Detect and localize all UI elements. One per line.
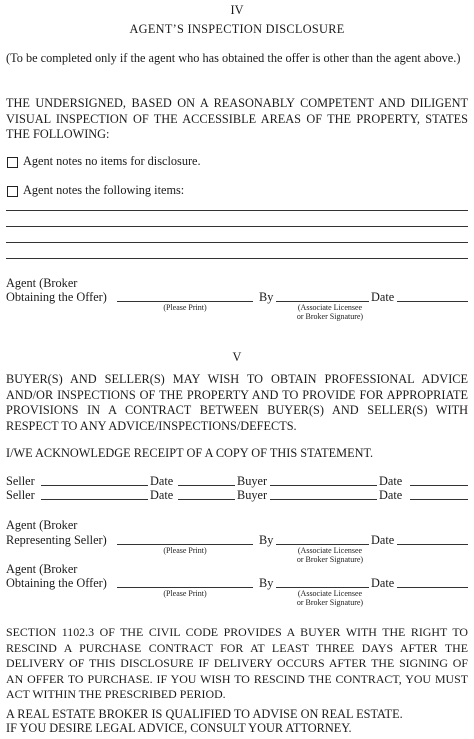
agent-label-line2: Obtaining the Offer) (6, 290, 107, 304)
agent-disclosure-note: (To be completed only if the agent who has obtained the offer is other than the agent above.) (6, 51, 461, 65)
obt-by-label: By (259, 576, 274, 590)
seller-date-2[interactable] (178, 499, 235, 500)
no-items-checkbox[interactable] (7, 157, 18, 168)
section-iv-title: AGENT’S INSPECTION DISCLOSURE (129, 22, 345, 36)
rep-please-print-hint: (Please Print) (163, 546, 207, 555)
obt-associate-licensee-hint: (Associate Licensee or Broker Signature) (296, 589, 364, 607)
following-items-label: Agent notes the following items: (23, 183, 185, 197)
seller-date-label-1: Date (150, 474, 174, 488)
items-line-4[interactable] (6, 258, 468, 259)
by-label: By (259, 290, 274, 304)
buyer-label-2: Buyer (237, 488, 268, 502)
no-items-label: Agent notes no items for disclosure. (23, 154, 201, 168)
agent-label-line1: Agent (Broker (6, 276, 78, 290)
buyer-date-1[interactable] (410, 485, 468, 486)
agent-name-field[interactable] (117, 301, 253, 302)
obt-date-field[interactable] (397, 587, 468, 588)
obt-agent-label-line2: Obtaining the Offer) (6, 576, 107, 590)
seller-label-2: Seller (6, 488, 35, 502)
please-print-hint: (Please Print) (163, 303, 207, 312)
date-field[interactable] (397, 301, 468, 302)
rep-by-label: By (259, 533, 274, 547)
buyer-date-label-2: Date (379, 488, 403, 502)
seller-label-1: Seller (6, 474, 35, 488)
associate-licensee-hint: (Associate Licensee or Broker Signature) (296, 303, 364, 321)
legal-advice-note: IF YOU DESIRE LEGAL ADVICE, CONSULT YOUR ATTORNEY. (6, 721, 352, 735)
professional-advice-notice: BUYER(S) AND SELLER(S) MAY WISH TO OBTAIN PROFESSIONAL ADVICE AND/OR INSPECTIONS OF THE PROPERTY AND TO PROVIDE FOR APPROPRIATE PROVISIONS IN A CONTRACT BETWEEN BUYER(S) AND SELLER(S) WITH RESPECT TO ANY ADVICE/INSPECTIONS/DEFECTS. (6, 372, 468, 433)
rep-agent-label-line1: Agent (Broker (6, 518, 78, 532)
obt-agent-signature-field[interactable] (276, 587, 369, 588)
rescission-notice: SECTION 1102.3 OF THE CIVIL CODE PROVIDES A BUYER WITH THE RIGHT TO RESCIND A PURCHASE CONTRACT FOR AT LEAST THREE DAYS AFTER THE DELIVERY OF THIS DISCLOSURE IF DELIVERY OCCURS AFTER THE SIGNING OF AN OFFER TO PURCHASE. IF YOU WISH TO RESCIND THE CONTRACT, YOU MUST ACT WITHIN THE PRESCRIBED PERIOD. (6, 625, 468, 701)
items-line-2[interactable] (6, 226, 468, 227)
items-line-3[interactable] (6, 242, 468, 243)
obt-please-print-hint: (Please Print) (163, 589, 207, 598)
rep-date-label: Date (371, 533, 395, 547)
rep-date-field[interactable] (397, 544, 468, 545)
section-v-number: V (232, 350, 242, 364)
buyer-signature-1[interactable] (270, 485, 377, 486)
seller-date-label-2: Date (150, 488, 174, 502)
broker-qualified-note: A REAL ESTATE BROKER IS QUALIFIED TO ADVISE ON REAL ESTATE. (6, 707, 403, 721)
inspection-statement: THE UNDERSIGNED, BASED ON A REASONABLY COMPETENT AND DILIGENT VISUAL INSPECTION OF THE ACCESSIBLE AREAS OF THE PROPERTY, STATES THE FOLLOWING: (6, 96, 468, 141)
rep-agent-name-field[interactable] (117, 544, 253, 545)
buyer-signature-2[interactable] (270, 499, 377, 500)
following-items-checkbox[interactable] (7, 186, 18, 197)
acknowledge-receipt: I/WE ACKNOWLEDGE RECEIPT OF A COPY OF THIS STATEMENT. (6, 446, 374, 460)
section-iv-number: IV (230, 3, 244, 17)
agent-signature-field[interactable] (276, 301, 369, 302)
rep-agent-signature-field[interactable] (276, 544, 369, 545)
date-label: Date (371, 290, 395, 304)
obt-agent-name-field[interactable] (117, 587, 253, 588)
items-line-1[interactable] (6, 210, 468, 211)
rep-associate-licensee-hint: (Associate Licensee or Broker Signature) (296, 546, 364, 564)
buyer-date-2[interactable] (410, 499, 468, 500)
seller-signature-2[interactable] (41, 499, 148, 500)
seller-date-1[interactable] (178, 485, 235, 486)
obt-date-label: Date (371, 576, 395, 590)
obt-agent-label-line1: Agent (Broker (6, 562, 78, 576)
buyer-date-label-1: Date (379, 474, 403, 488)
buyer-label-1: Buyer (237, 474, 268, 488)
seller-signature-1[interactable] (41, 485, 148, 486)
rep-agent-label-line2: Representing Seller) (6, 533, 107, 547)
